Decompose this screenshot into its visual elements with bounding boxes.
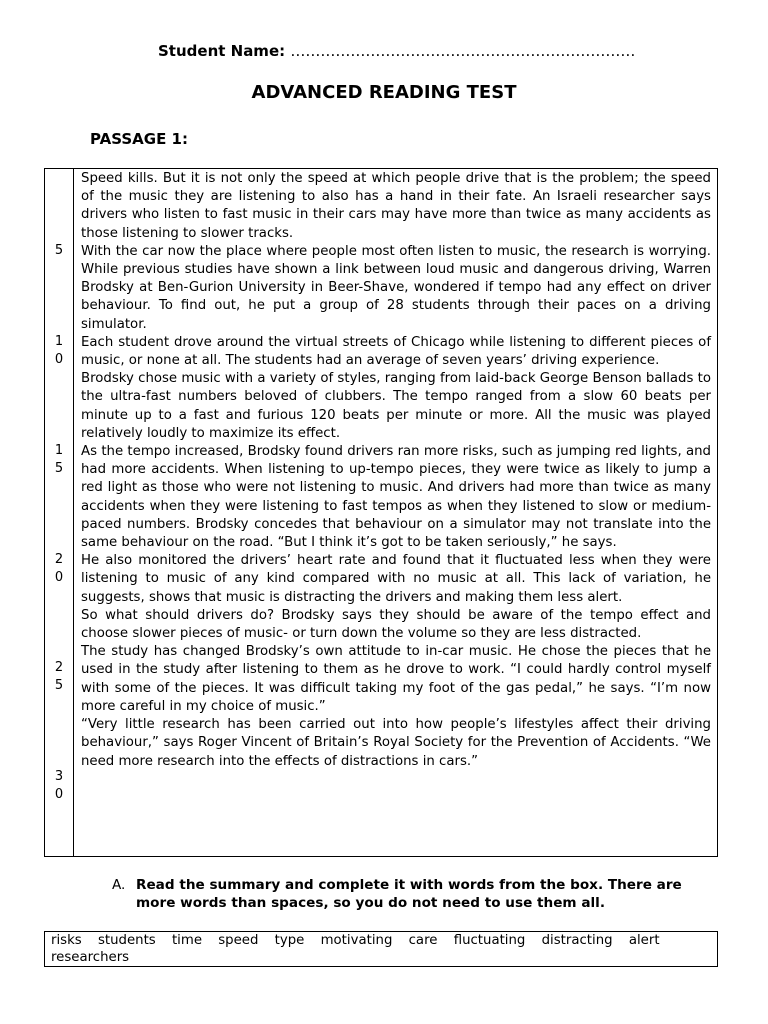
- paragraph-5: As the tempo increased, Brodsky found drivers ran more risks, such as jumping red lights, and had more accidents. When listening to up-tempo pieces, they were twice as likely to jump a red light as those who were not listening to music. And drivers had more than twice as many accidents when they were listening to fast tempos as when they listened to slow or medium-paced numbers. Brodsky concedes that behaviour on a simulator may not translate into the same behaviour on the road. “But I think it’s got to be taken seriously,” he says.: [81, 444, 711, 551]
- paragraph-7: So what should drivers do? Brodsky says they should be aware of the tempo effect and choose slower pieces of music- or turn down the volume so they are less distracted.: [81, 607, 711, 642]
- line-number-30: 3 0: [54, 769, 64, 803]
- line-number-10: 1 0: [54, 334, 64, 368]
- word-box: [44, 931, 718, 967]
- exercise-instruction: [112, 876, 712, 912]
- paragraph-3: Each student drove around the virtual streets of Chicago while listening to different pieces of music, or none at all. The students had an average of seven years’ driving experience.: [81, 334, 711, 369]
- exercise-instruction-text: Read the summary and complete it with words from the box. There are more words than spaces, so you do not need to use them all.: [136, 877, 682, 911]
- paragraph-8: The study has changed Brodsky’s own attitude to in-car music. He chose the pieces that he used in the study after listening to them as he drove to work. “I could hardly control myself with some of the pieces. It was difficult taking my foot of the gas pedal,” he says. “I’m now more careful in my choice of music.”: [81, 644, 711, 714]
- paragraph-4: Brodsky chose music with a variety of styles, ranging from laid-back George Benson ballads to the ultra-fast numbers beloved of clubbers. The tempo ranged from a slow 60 beats per minute up to a fast and furious 120 beats per minute or more. All the music was played relatively loudly to maximize its effect.: [81, 371, 711, 441]
- word-box-item: type: [274, 933, 305, 948]
- paragraph-9: “Very little research has been carried out into how people’s lifestyles affect their driving behaviour,” says Roger Vincent of Britain’s Royal Society for the Prevention of Accidents. “We need more research into the effects of distractions in cars.”: [81, 717, 711, 769]
- word-box-item: alert: [628, 933, 660, 948]
- word-box-item: time: [171, 933, 202, 948]
- line-number-15: 1 5: [54, 443, 64, 477]
- passage-label: PASSAGE 1:: [90, 130, 188, 148]
- passage-box: [44, 168, 718, 857]
- student-name-blank[interactable]: ……………………………………………………………: [290, 42, 636, 60]
- word-box-item: students: [97, 933, 156, 948]
- student-name-line: [158, 42, 635, 60]
- word-box-item: researchers: [51, 950, 130, 965]
- word-box-item: care: [408, 933, 438, 948]
- passage-text: [81, 170, 711, 771]
- word-box-item: motivating: [320, 933, 393, 948]
- paragraph-2: With the car now the place where people most often listen to music, the research is worrying. While previous studies have shown a link between loud music and dangerous driving, Warren Brodsky at Ben-Gurion University in Beer-Shave, wondered if tempo had any effect on driver behaviour. To find out, he put a group of 28 students through their paces on a driving simulator.: [81, 243, 711, 332]
- word-box-item: risks: [51, 933, 82, 948]
- page-title: ADVANCED READING TEST: [251, 82, 517, 103]
- word-box-item: distracting: [541, 933, 613, 948]
- paragraph-6: He also monitored the drivers’ heart rate and found that it fluctuated less when they were listening to music of any kind compared with no music at all. This lack of variation, he suggests, shows that music is distracting the drivers and making them less alert.: [81, 553, 711, 605]
- exercise-marker: A.: [112, 877, 126, 893]
- line-number-5: 5: [54, 243, 64, 258]
- line-number-25: 2 5: [54, 660, 64, 694]
- student-name-label: Student Name:: [158, 42, 286, 60]
- word-box-item: fluctuating: [453, 933, 526, 948]
- line-number-20: 2 0: [54, 552, 64, 586]
- line-number-gutter: [45, 169, 74, 856]
- paragraph-1: Speed kills. But it is not only the speed at which people drive that is the problem; the speed of the music they are listening to also has a hand in their fate. An Israeli researcher says drivers who listen to fast music in their cars may have more than twice as many accidents as those listening to slower tracks.: [81, 171, 711, 241]
- word-box-item: speed: [218, 933, 259, 948]
